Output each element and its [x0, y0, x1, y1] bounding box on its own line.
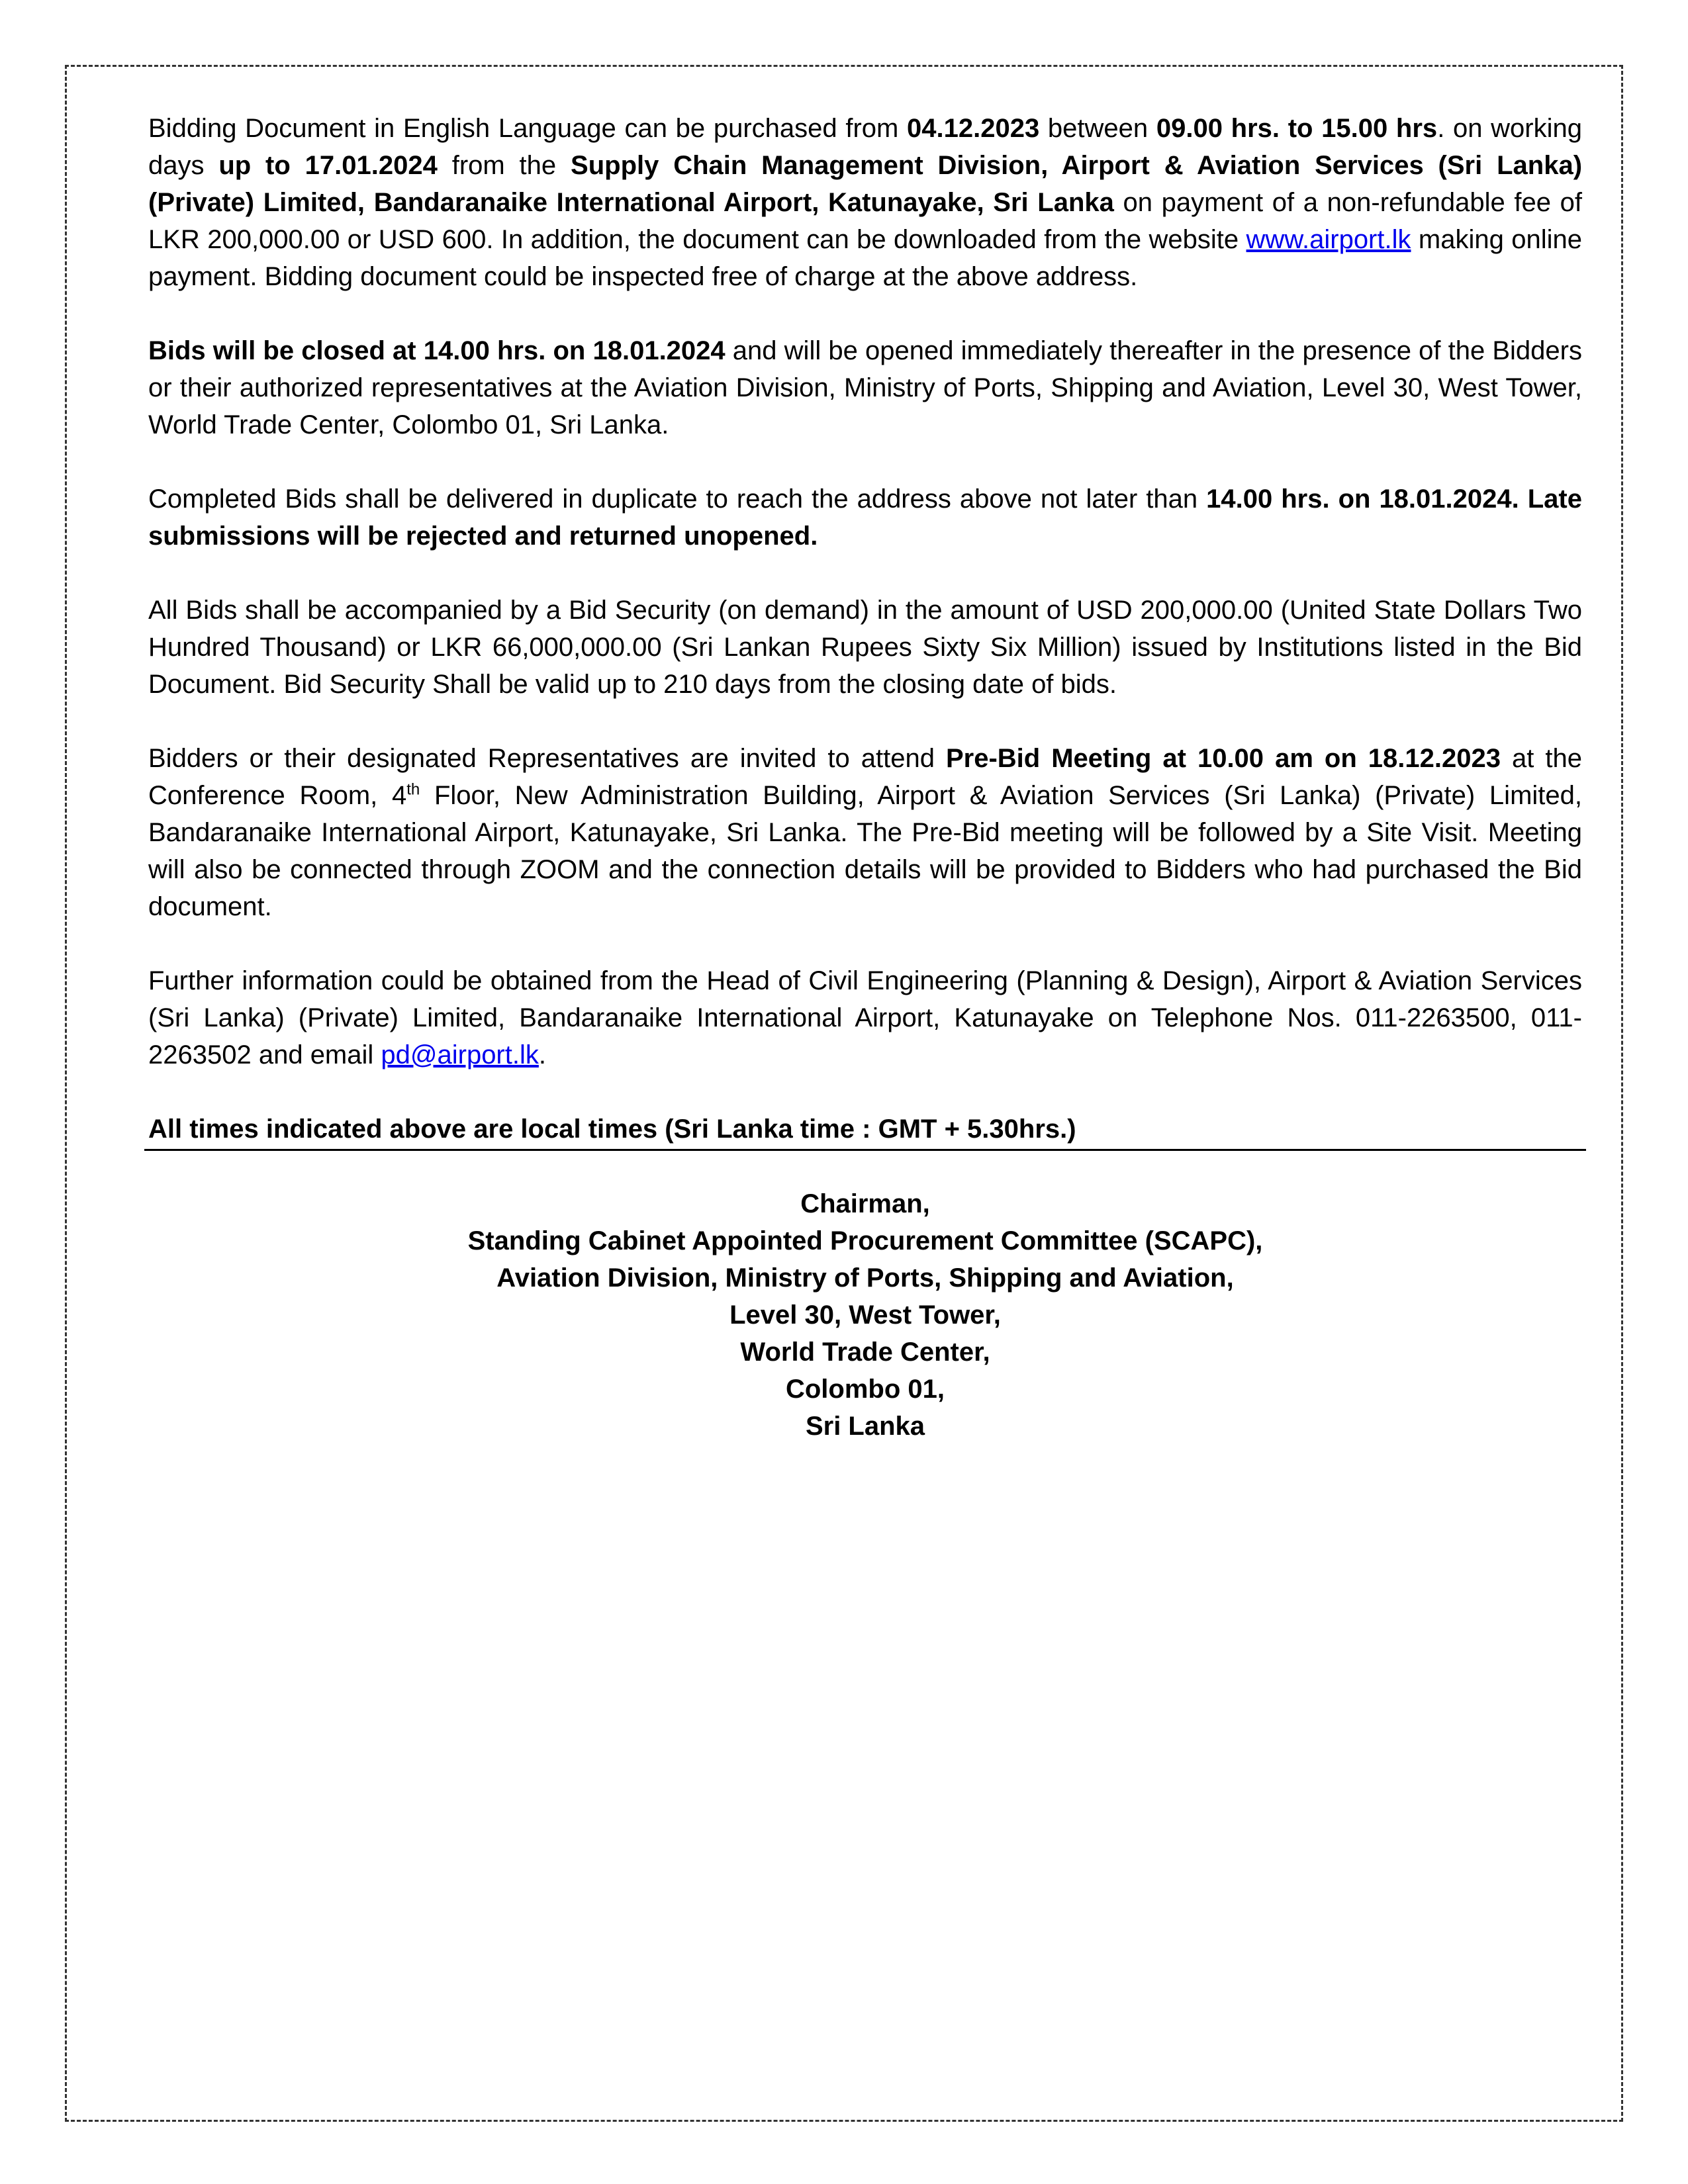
purchase-text: Bidding Document in English Language can be purchased from — [148, 114, 908, 143]
signature-block — [148, 1185, 1582, 1445]
signature-level: Level 30, West Tower, — [729, 1300, 1001, 1330]
contact-text: . — [538, 1040, 546, 1069]
closing-text: and will be opened immediately thereafter in the presence of the Bidders or their authorized representatives at the Aviation Division, Ministry of Ports, Shipping and Aviation, Level 30, West Tower, World Trade Center, Colombo 01, Sri Lanka. — [148, 336, 1582, 439]
signature-committee: Standing Cabinet Appointed Procurement Committee (SCAPC), — [467, 1226, 1263, 1255]
signature-country: Sri Lanka — [805, 1412, 925, 1441]
contact-text: Further information could be obtained from the Head of Civil Engineering (Planning & Design), Airport & Aviation Services (Sri Lanka) (Private) Limited, Bandaranaike International Airport, Katunayake on Telephone Nos. 011-2263500, 011-2263502 and email — [148, 966, 1582, 1069]
purchase-text: on payment of a non-refundable fee of LKR 200,000.00 or USD 600. In addition, the document can be downloaded from the website — [148, 188, 1582, 254]
pre-bid-paragraph — [148, 740, 1582, 925]
delivery-paragraph — [148, 480, 1582, 555]
time-notice: All times indicated above are local times (Sri Lanka time : GMT + 5.30hrs.) — [144, 1111, 1586, 1151]
pre-bid-text: at the Conference Room, 4 — [148, 744, 1583, 810]
bid-security-text: All Bids shall be accompanied by a Bid Security (on demand) in the amount of USD 200,000.00 (United State Dollars Two Hundred Thousand) or LKR 66,000,000.00 (Sri Lankan Rupees Sixty Six Million) issued by Institutions listed in the Bid Document. Bid Security Shall be valid up to 210 days from the closing date of bids. — [148, 596, 1582, 699]
pre-bid-text: Floor, New Administration Building, Airport & Aviation Services (Sri Lanka) (Private) Limited, Bandaranaike International Airport, Katunayake, Sri Lanka. The Pre-Bid meeting will be followed by a Site Visit. Meeting will also be connected through ZOOM and the connection details will be provided to Bidders who had purchased the Bid document. — [148, 781, 1582, 921]
purchase-end-date: up to 17.01.2024 — [218, 151, 438, 180]
purchase-paragraph — [148, 110, 1582, 295]
purchase-text: . on working days — [148, 114, 1583, 180]
signature-building: World Trade Center, — [740, 1338, 990, 1367]
pre-bid-meeting-date: Pre-Bid Meeting at 10.00 am on 18.12.2023 — [945, 744, 1501, 773]
purchase-text: making online payment. Bidding document could be inspected free of charge at the above address. — [148, 225, 1582, 291]
signature-title: Chairman, — [800, 1189, 930, 1218]
document-body — [148, 110, 1582, 1445]
purchase-location: Supply Chain Management Division, Airport & Aviation Services (Sri Lanka) (Private) Limited, Bandaranaike International Airport, Katunayake, Sri Lanka — [148, 151, 1583, 217]
purchase-start-date: 04.12.2023 — [907, 114, 1040, 143]
ordinal-suffix: th — [406, 780, 420, 799]
signature-division: Aviation Division, Ministry of Ports, Shipping and Aviation, — [496, 1263, 1234, 1293]
purchase-hours: 09.00 hrs. to 15.00 hrs — [1156, 114, 1438, 143]
signature-city: Colombo 01, — [785, 1375, 945, 1404]
purchase-text: from the — [437, 151, 571, 180]
delivery-deadline: 14.00 hrs. on 18.01.2024. Late submissions will be rejected and returned unopened. — [148, 484, 1582, 551]
delivery-text: Completed Bids shall be delivered in duplicate to reach the address above not later than — [148, 484, 1207, 514]
purchase-text: between — [1039, 114, 1156, 143]
pre-bid-text: Bidders or their designated Representatives are invited to attend — [148, 744, 946, 773]
contact-paragraph — [148, 962, 1582, 1073]
closing-paragraph — [148, 332, 1582, 443]
bid-closing-date: Bids will be closed at 14.00 hrs. on 18.01.2024 — [148, 336, 726, 365]
website-link[interactable]: www.airport.lk — [1246, 225, 1411, 254]
email-link[interactable]: pd@airport.lk — [381, 1040, 539, 1069]
bid-security-paragraph — [148, 592, 1582, 703]
